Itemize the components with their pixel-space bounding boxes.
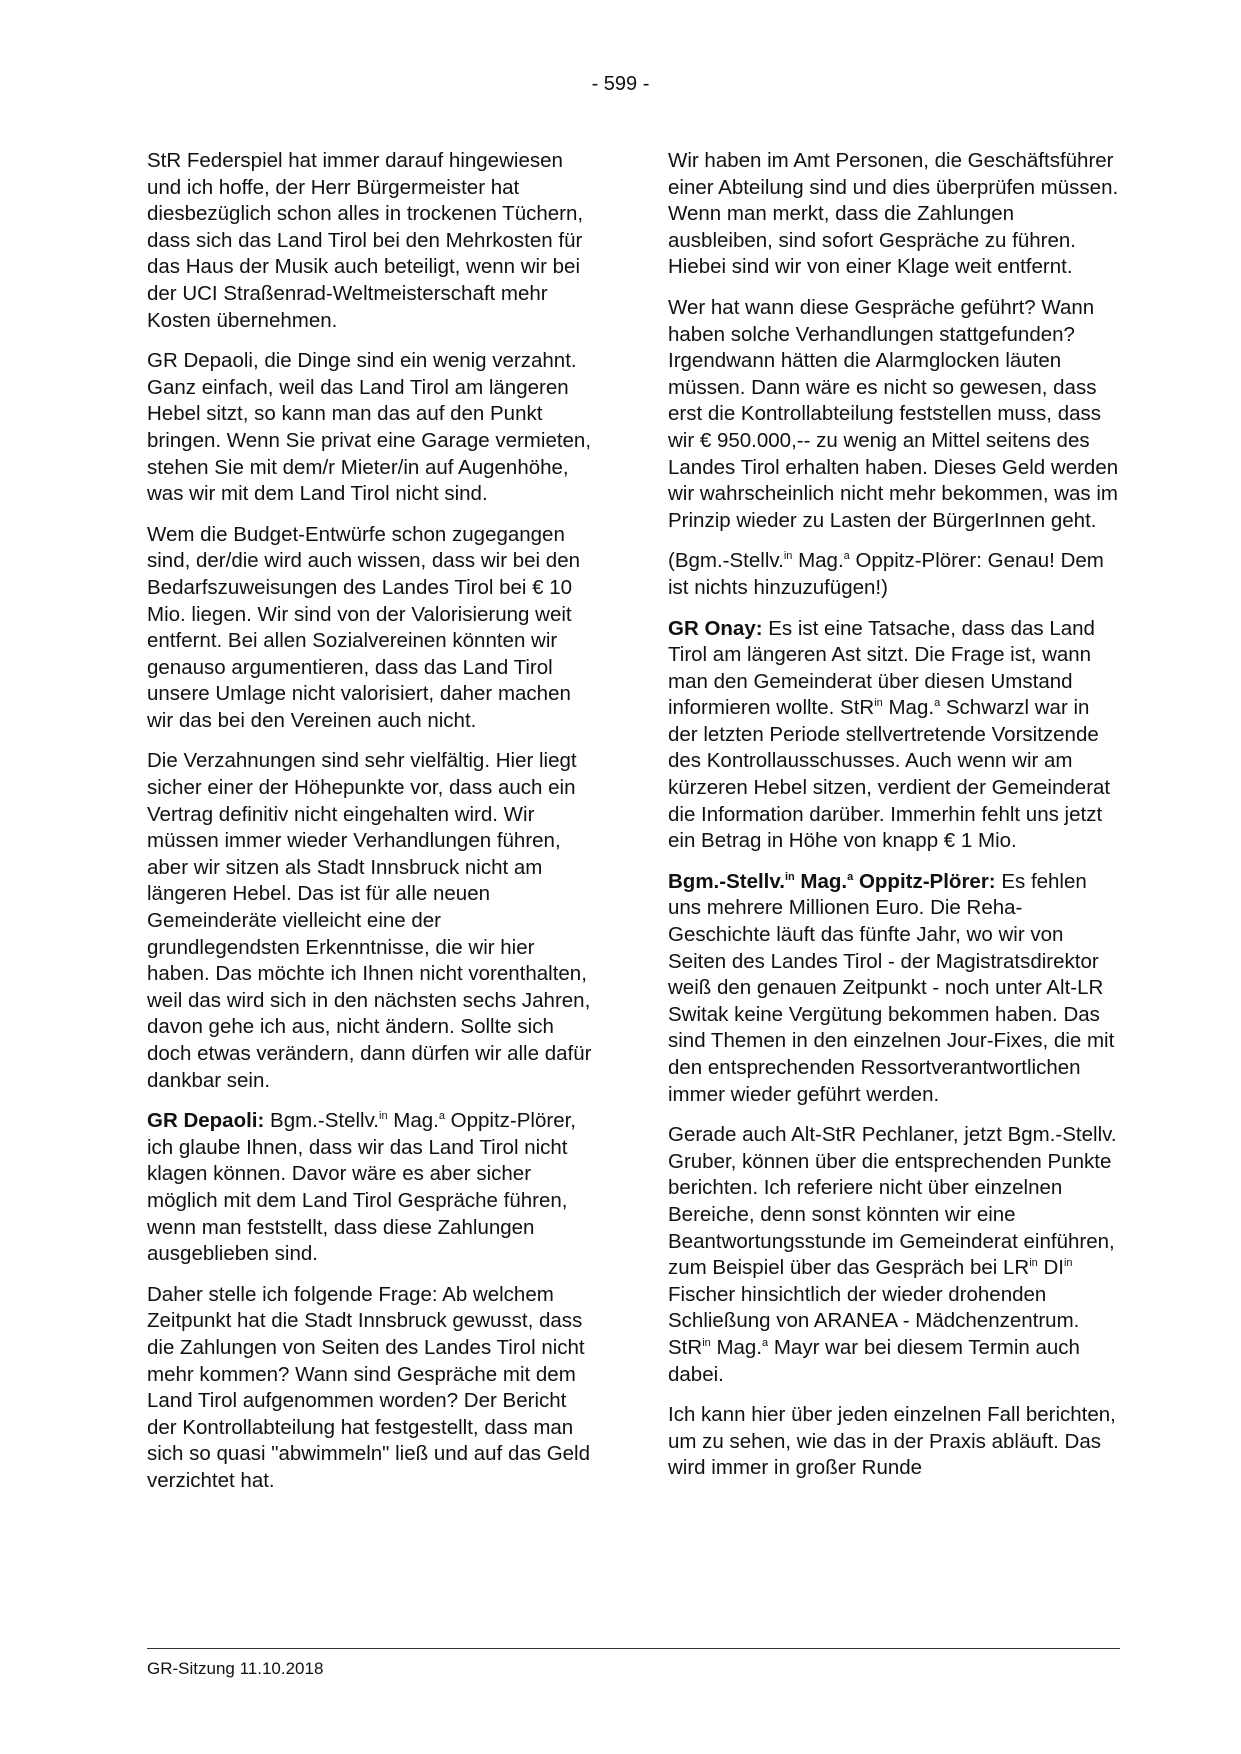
- paragraph: Daher stelle ich folgende Frage: Ab welchem Zeitpunkt hat die Stadt Innsbruck gewusst, dass die Zahlungen von Seiten des Landes Tirol nicht mehr kommen? Wann sind Gespräche mit dem Land Tirol aufgenommen worden? Der Bericht der Kontrollabteilung hat festgestellt, dass man sich so quasi "abwimmeln" ließ und auf das Geld verzichtet hat.: [147, 1282, 590, 1492]
- speaker-name-part: Mag.: [794, 869, 848, 893]
- speech-text: Fischer hinsichtlich der wieder drohenden Schließung von ARANEA - Mädchenzentrum. StR: [668, 1282, 1080, 1359]
- superscript: a: [843, 550, 850, 563]
- superscript: in: [874, 697, 883, 710]
- speech-text: Mag.: [710, 1335, 763, 1359]
- speech-paragraph: [668, 616, 1120, 855]
- paragraph: StR Federspiel hat immer darauf hingewiesen und ich hoffe, der Herr Bürgermeister hat diesbezüglich schon alles in trockenen Tüchern, dass sich das Land Tirol bei den Mehrkosten für das Haus der Musik auch beteiligt, wenn wir bei der UCI Straßenrad-Weltmeisterschaft mehr Kosten übernehmen.: [147, 149, 584, 332]
- speech-text: Schwarzl war in der letzten Periode stellvertretende Vorsitzende des Kontrollausschusses. Auch wenn wir am kürzeren Hebel sitzen, verdient der Gemeinderat die Information darüber. Immerhin fehlt uns jetzt ein Betrag in Höhe von knapp € 1 Mio.: [668, 696, 1111, 853]
- page-number: - 599 -: [591, 73, 650, 95]
- paragraph: [668, 1122, 1120, 1388]
- speech-text: (Bgm.-Stellv.: [668, 549, 784, 573]
- speaker-name-part: Oppitz-Plörer:: [853, 869, 996, 893]
- superscript: in: [702, 1336, 711, 1349]
- superscript: in: [784, 870, 795, 883]
- footer-text: GR-Sitzung 11.10.2018: [147, 1659, 324, 1678]
- superscript: in: [379, 1110, 388, 1123]
- speech-text: DI: [1037, 1256, 1064, 1280]
- speaker-name: GR Depaoli:: [147, 1109, 265, 1133]
- footer-divider: [147, 1648, 1120, 1649]
- speech-text: Oppitz-Plörer, ich glaube Ihnen, dass wir das Land Tirol nicht klagen können. Davor wäre es aber sicher möglich mit dem Land Tirol Gespräche führen, wenn man feststellt, dass diese Zahlungen ausgeblieben sind.: [147, 1109, 576, 1266]
- speaker-name-part: Bgm.-Stellv.: [668, 869, 785, 893]
- speech-text: Gerade auch Alt-StR Pechlaner, jetzt Bgm.-Stellv. Gruber, können über die entsprechenden Punkte berichten. Ich referiere nicht über einzelnen Bereiche, denn sonst könnten wir eine Beantwortungsstunde im Gemeinderat einführen, zum Beispiel über das Gespräch bei LR: [668, 1123, 1117, 1280]
- left-column: [147, 148, 599, 1509]
- speech-text: Bgm.-Stellv.: [264, 1109, 379, 1133]
- speech-text: Mayr war bei diesem Termin auch dabei.: [668, 1335, 1080, 1386]
- paragraph: Wir haben im Amt Personen, die Geschäftsführer einer Abteilung sind und dies überprüfen müssen. Wenn man merkt, dass die Zahlungen ausbleiben, sind sofort Gespräche zu führen. Hiebei sind wir von einer Klage weit entfernt.: [668, 149, 1119, 279]
- speaker-name: [668, 870, 996, 893]
- paragraph: Ich kann hier über jeden einzelnen Fall berichten, um zu sehen, wie das in der Praxis abläuft. Das wird immer in großer Runde: [668, 1403, 1116, 1480]
- superscript: a: [934, 697, 941, 710]
- superscript: in: [1063, 1257, 1073, 1270]
- speech-text: Es fehlen uns mehrere Millionen Euro. Die Reha-Geschichte läuft das fünfte Jahr, wo wir von Seiten des Landes Tirol - der Magistratsdirektor weiß den genauen Zeitpunkt - noch unter Alt-LR Switak keine Vergütung bekommen haben. Das sind Themen in den einzelnen Jour-Fixes, die mit den entsprechenden Ressortverantwortlichen immer wieder geführt werden.: [668, 869, 1115, 1106]
- right-column: [668, 148, 1120, 1496]
- paragraph: Wem die Budget-Entwürfe schon zugegangen sind, der/die wird auch wissen, dass wir bei den Bedarfszuweisungen des Landes Tirol bei € 10 Mio. liegen. Wir sind von der Valorisierung weit entfernt. Bei allen Sozialvereinen könnten wir genauso argumentieren, dass das Land Tirol unsere Umlage nicht valorisiert, daher machen wir das bei den Vereinen auch nicht.: [147, 522, 580, 732]
- paragraph: Wer hat wann diese Gespräche geführt? Wann haben solche Verhandlungen stattgefunden? Irgendwann hätten die Alarmglocken läuten müssen. Dann wäre es nicht so gewesen, dass erst die Kontrollabteilung feststellen muss, dass wir € 950.000,-- zu wenig an Mittel seitens des Landes Tirol erhalten haben. Dieses Geld werden wir wahrscheinlich nicht mehr bekommen, was im Prinzip wieder zu Lasten der BürgerInnen geht.: [668, 295, 1119, 532]
- speech-text: Es ist eine Tatsache, dass das Land Tirol am längeren Ast sitzt. Die Frage ist, wann man den Gemeinderat über diesen Umstand informieren wollte. StR: [668, 616, 1095, 720]
- speech-text: Mag.: [387, 1109, 439, 1133]
- superscript: a: [438, 1110, 445, 1123]
- superscript: a: [762, 1336, 769, 1349]
- interjection-paragraph: [668, 548, 1120, 601]
- paragraph: Die Verzahnungen sind sehr vielfältig. Hier liegt sicher einer der Höhepunkte vor, dass auch ein Vertrag definitiv nicht eingehalten wird. Wir müssen immer wieder Verhandlungen führen, aber wir sitzen als Stadt Innsbruck nicht am längeren Hebel. Das ist für alle neuen Gemeinderäte vielleicht eine der grundlegendsten Erkenntnisse, die wir hier haben. Das möchte ich Ihnen nicht vorenthalten, weil das wird sich in den nächsten sechs Jahren, davon gehe ich aus, nicht ändern. Sollte sich doch etwas verändern, dann dürfen wir alle dafür dankbar sein.: [147, 749, 592, 1092]
- speech-paragraph: [668, 869, 1120, 1108]
- speech-text: Mag.: [882, 696, 935, 720]
- superscript: in: [1029, 1257, 1038, 1270]
- paragraph: GR Depaoli, die Dinge sind ein wenig verzahnt. Ganz einfach, weil das Land Tirol am längeren Hebel sitzt, so kann man das auf den Punkt bringen. Wenn Sie privat eine Garage vermieten, stehen Sie mit dem/r Mieter/in auf Augenhöhe, was wir mit dem Land Tirol nicht sind.: [147, 349, 592, 506]
- superscript: in: [783, 550, 793, 563]
- speech-paragraph: [147, 1108, 599, 1268]
- speaker-name: GR Onay:: [668, 616, 763, 640]
- speech-text: Mag.: [792, 549, 844, 573]
- speech-text: Oppitz-Plörer: Genau! Dem ist nichts hinzuzufügen!): [668, 549, 1104, 599]
- superscript: a: [847, 870, 854, 883]
